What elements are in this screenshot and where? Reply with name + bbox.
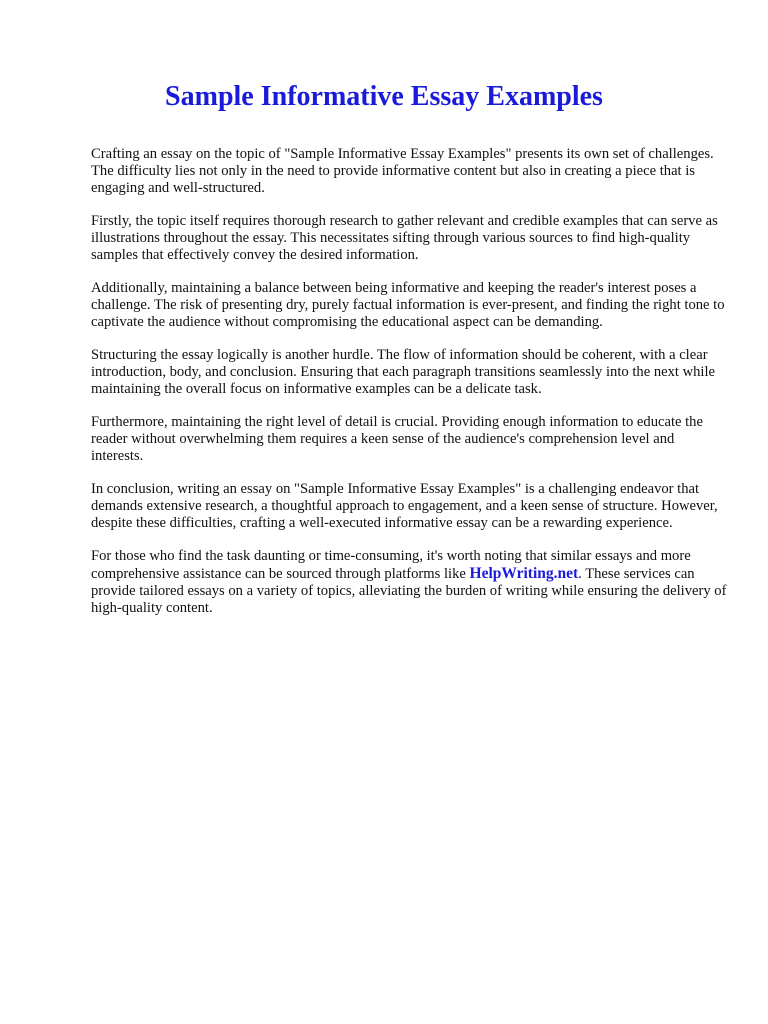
paragraph-conclusion: In conclusion, writing an essay on "Sample Informative Essay Examples" is a challenging endeavor that demands extensive research, a thoughtful approach to engagement, and a keen sense of structure. However, despite these difficulties, crafting a well-executed informative essay can be a rewarding experience. <box>91 481 718 531</box>
paragraph-structure: Structuring the essay logically is another hurdle. The flow of information should be coherent, with a clear introduction, body, and conclusion. Ensuring that each paragraph transitions seamlessly into the next while maintaining the overall focus on informative examples can be a delicate task. <box>91 347 716 397</box>
paragraph-intro: Crafting an essay on the topic of "Sample Informative Essay Examples" presents its own set of challenges. The difficulty lies not only in the need to provide informative content but also in creating a piece that is engaging and well-structured. <box>91 146 714 196</box>
assistance-text-after: . These services can provide tailored essays on a variety of topics, alleviating the burden of writing while ensuring the delivery of high-quality content. <box>91 566 727 616</box>
document-title: Sample Informative Essay Examples <box>165 81 603 112</box>
paragraph-assistance <box>91 548 727 617</box>
paragraph-research: Firstly, the topic itself requires thorough research to gather relevant and credible examples that can serve as illustrations throughout the essay. This necessitates sifting through various sources to find high-quality samples that effectively convey the desired information. <box>91 213 718 263</box>
document-body <box>91 146 727 633</box>
paragraph-detail: Furthermore, maintaining the right level of detail is crucial. Providing enough information to educate the reader without overwhelming them requires a keen sense of the audience's comprehension level and interests. <box>91 414 703 464</box>
paragraph-balance: Additionally, maintaining a balance between being informative and keeping the reader's interest poses a challenge. The risk of presenting dry, purely factual information is ever-present, and finding the right tone to captivate the audience without compromising the educational aspect can be demanding. <box>91 280 725 330</box>
assistance-text-before: For those who find the task daunting or time-consuming, it's worth noting that similar essays and more comprehensive assistance can be sourced through platforms like <box>91 548 691 582</box>
helpwriting-link[interactable]: HelpWriting.net <box>469 565 579 582</box>
